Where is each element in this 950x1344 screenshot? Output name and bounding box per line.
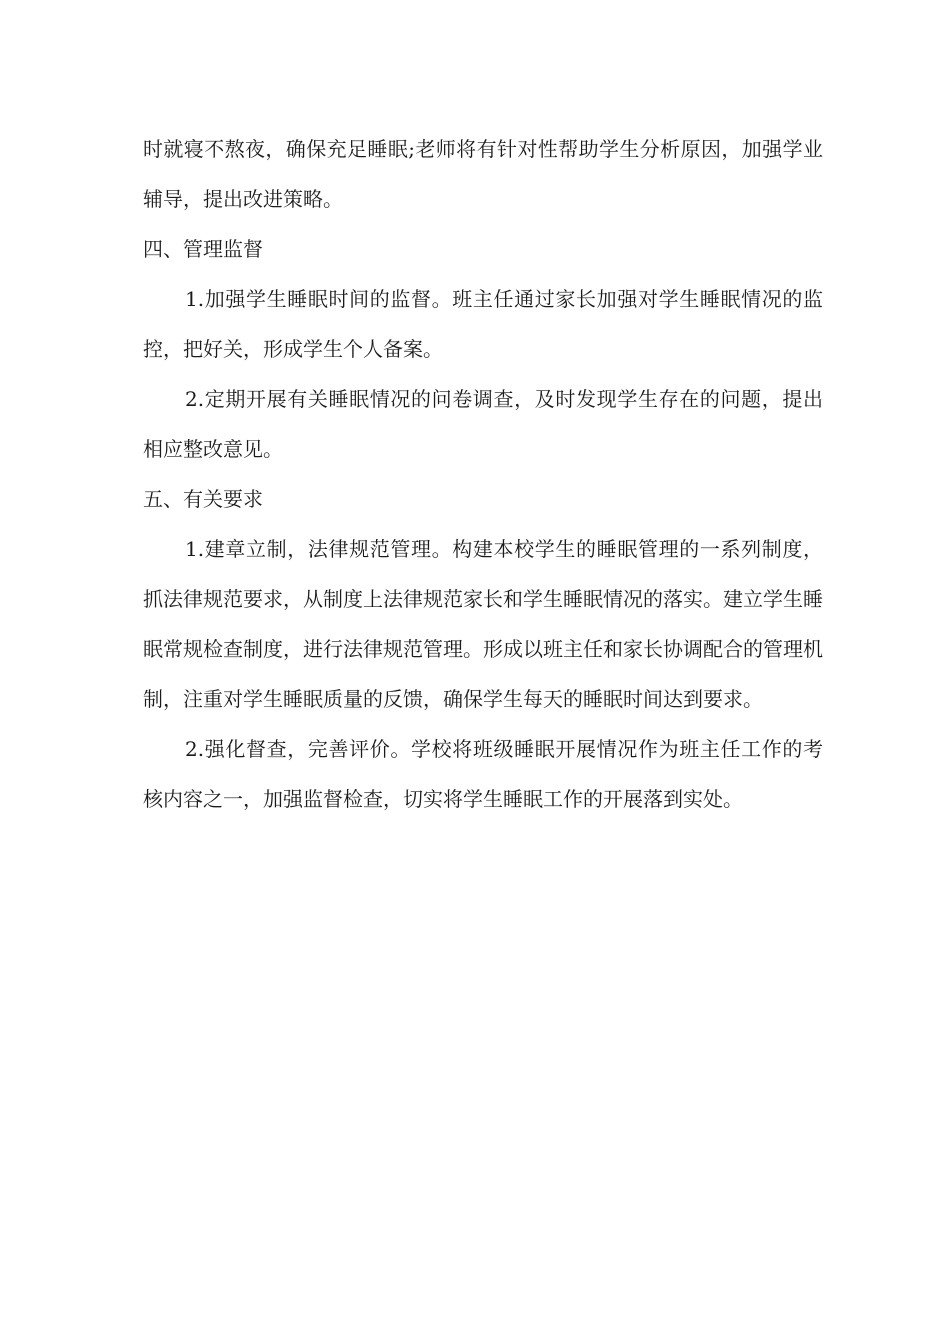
section-heading-requirements: 五、有关要求 (143, 487, 263, 511)
paragraph-continuation: 时就寝不熬夜，确保充足睡眠;老师将有针对性帮助学生分析原因，加强学业辅导，提出改进策略。 (143, 137, 823, 211)
list-item: 2.强化督查，完善评价。学校将班级睡眠开展情况作为班主任工作的考核内容之一，加强监督检查，切实将学生睡眠工作的开展落到实处。 (143, 737, 823, 811)
document-body (143, 124, 823, 824)
list-item: 1.加强学生睡眠时间的监督。班主任通过家长加强对学生睡眠情况的监控，把好关，形成学生个人备案。 (143, 287, 823, 361)
list-item: 1.建章立制，法律规范管理。构建本校学生的睡眠管理的一系列制度，抓法律规范要求，从制度上法律规范家长和学生睡眠情况的落实。建立学生睡眠常规检查制度，进行法律规范管理。形成以班主任和家长协调配合的管理机制，注重对学生睡眠质量的反馈，确保学生每天的睡眠时间达到要求。 (143, 537, 823, 711)
list-item: 2.定期开展有关睡眠情况的问卷调查，及时发现学生存在的问题，提出相应整改意见。 (143, 387, 823, 461)
section-heading-supervision: 四、管理监督 (143, 237, 263, 261)
